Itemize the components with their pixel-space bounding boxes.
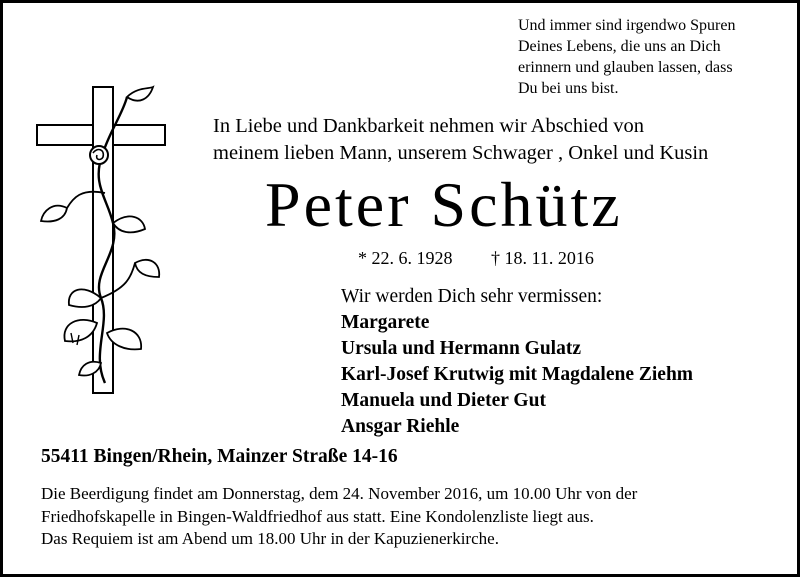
mourner-name: Karl-Josef Krutwig mit Magdalene Ziehm bbox=[341, 364, 694, 385]
intro-line: In Liebe und Dankbarkeit nehmen wir Abschied von bbox=[213, 115, 644, 137]
death-date: † 18. 11. 2016 bbox=[491, 248, 594, 268]
quote-line: Und immer sind irgendwo Spuren bbox=[518, 17, 736, 34]
mourner-name: Ursula und Hermann Gulatz bbox=[341, 338, 581, 359]
quote-line: erinnern und glauben lassen, dass bbox=[518, 59, 733, 76]
quote-line: Deines Lebens, die uns an Dich bbox=[518, 38, 721, 55]
funeral-line: Das Requiem ist am Abend um 18.00 Uhr in der Kapuzienerkirche. bbox=[41, 529, 499, 548]
mourners-heading: Wir werden Dich sehr vermissen: bbox=[341, 286, 603, 307]
mourner-name: Margarete bbox=[341, 312, 430, 333]
funeral-line: Friedhofskapelle in Bingen-Waldfriedhof aus statt. Eine Kondolenzliste liegt aus. bbox=[41, 506, 594, 526]
farewell-intro bbox=[213, 113, 793, 167]
cross-with-rose-icon bbox=[31, 83, 171, 403]
mourner-name: Ansgar Riehle bbox=[341, 416, 460, 437]
deceased-name: Peter Schütz bbox=[265, 169, 623, 240]
quote-line: Du bei uns bist. bbox=[518, 80, 619, 97]
mourner-name: Manuela und Dieter Gut bbox=[341, 390, 546, 411]
life-dates bbox=[358, 246, 758, 270]
family-address: 55411 Bingen/Rhein, Mainzer Straße 14-16 bbox=[41, 446, 398, 467]
funeral-line: Die Beerdigung findet am Donnerstag, dem 24. November 2016, um 10.00 Uhr von der bbox=[41, 484, 638, 503]
mourners-list bbox=[341, 284, 791, 440]
funeral-details bbox=[41, 483, 786, 551]
memorial-quote bbox=[518, 15, 788, 99]
birth-date: * 22. 6. 1928 bbox=[358, 248, 453, 268]
intro-line: meinem lieben Mann, unserem Schwager , Onkel und Kusin bbox=[213, 142, 709, 164]
